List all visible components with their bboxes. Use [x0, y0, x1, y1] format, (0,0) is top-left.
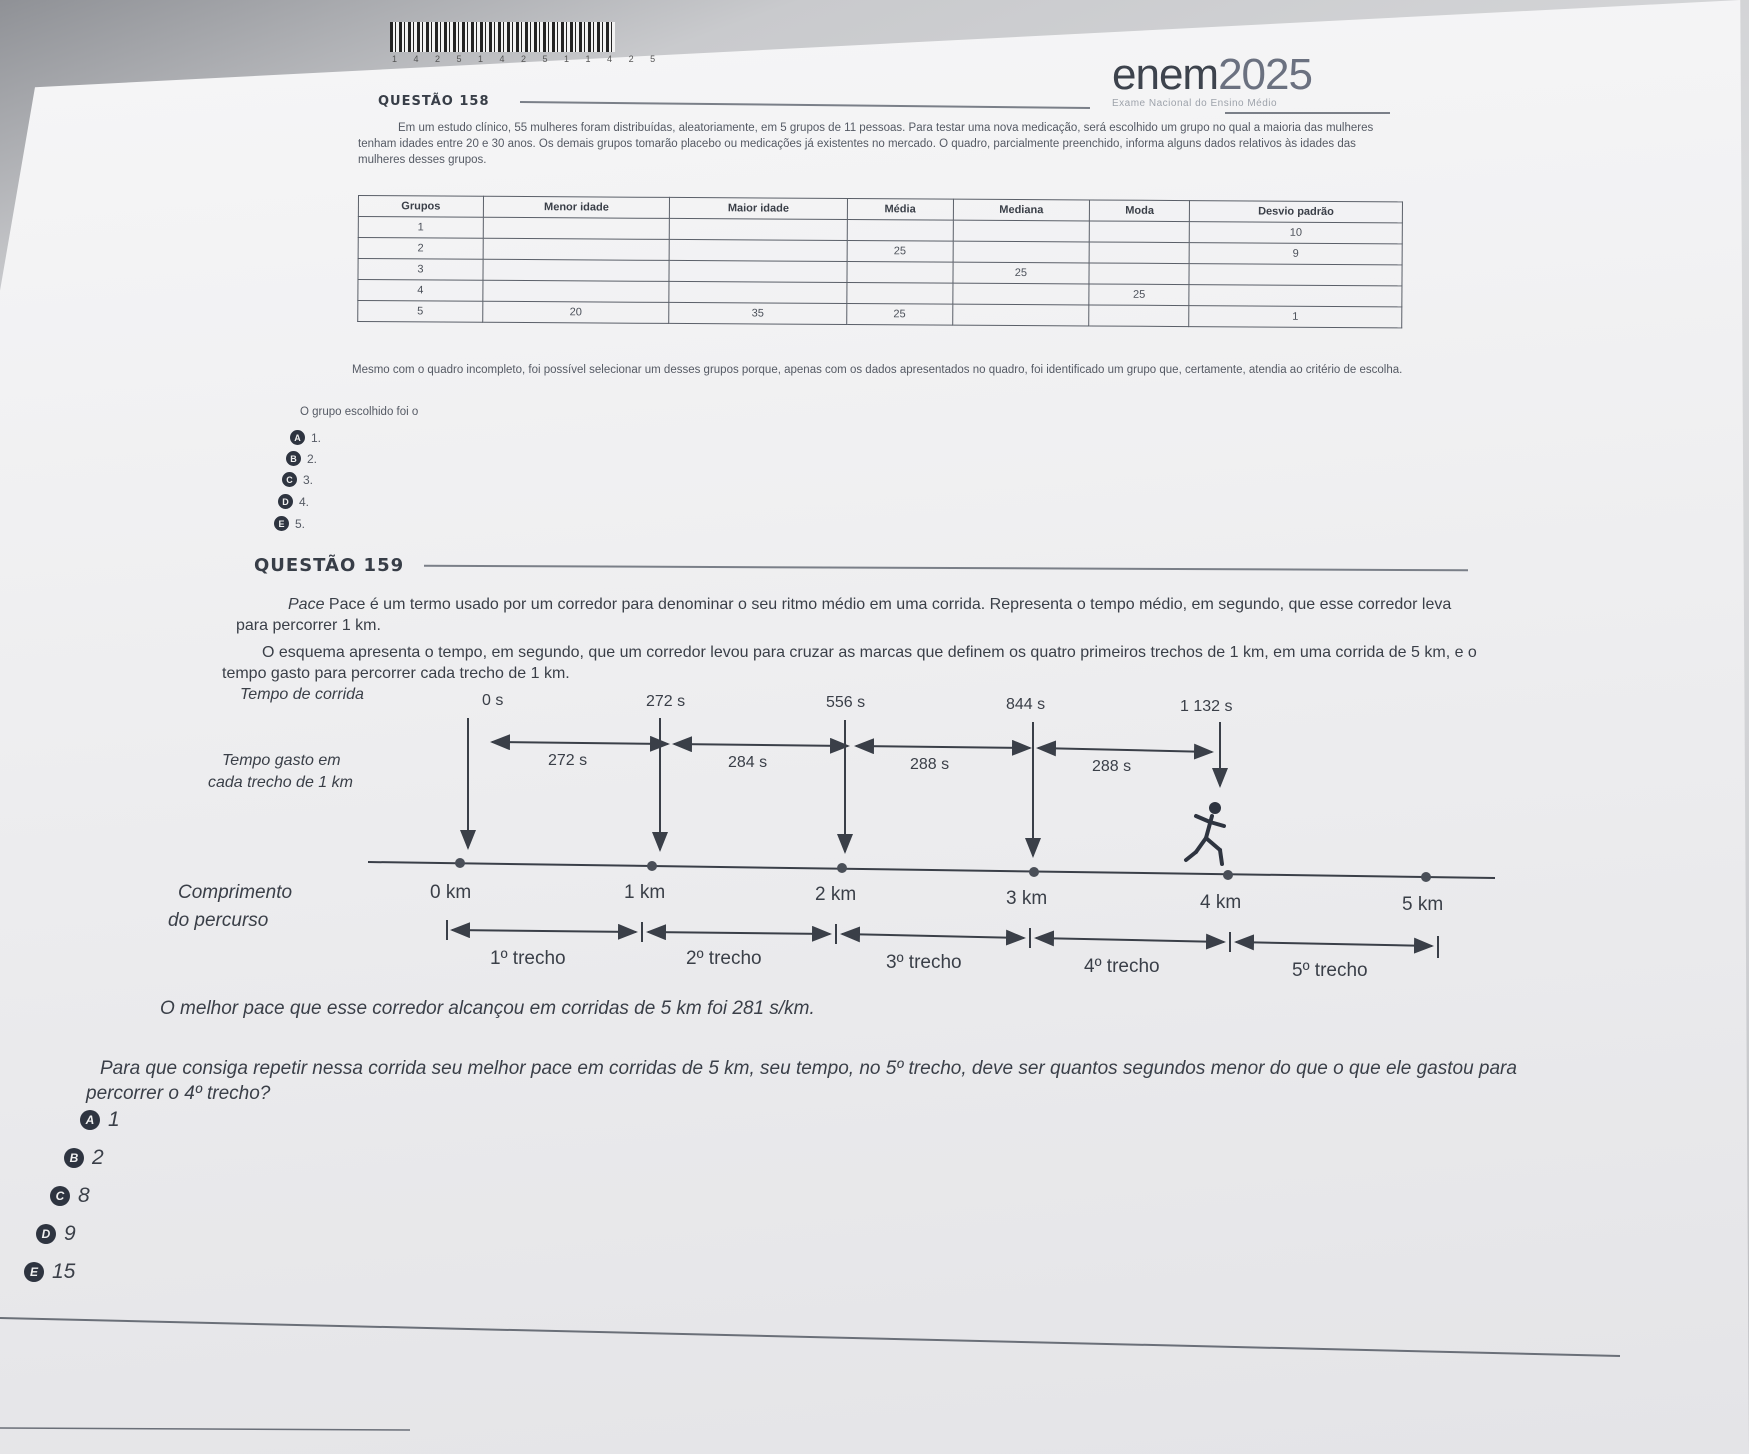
option-text: 1.: [311, 430, 322, 445]
option-c-badge: C: [50, 1186, 70, 1206]
q159-option-d[interactable]: [36, 1222, 76, 1246]
trecho-arrow-2: [648, 932, 830, 934]
footer-rule: [0, 1428, 410, 1430]
race-time-3: 844 s: [1006, 696, 1046, 713]
trecho-3: 3º trecho: [886, 952, 962, 973]
runner-icon: [1186, 802, 1224, 864]
table-header: Média: [847, 198, 953, 220]
q159-statement: O melhor pace que esse corredor alcançou em corridas de 5 km foi 281 s/km.: [160, 998, 815, 1019]
table-cell: 10: [1189, 222, 1402, 244]
option-c-badge: C: [282, 472, 297, 487]
q158-prompt: O grupo escolhido foi o: [300, 406, 419, 418]
option-text: 2.: [307, 451, 318, 466]
logo-year: 2025: [1218, 50, 1312, 99]
race-time-2: 556 s: [826, 694, 866, 711]
trecho-1: 1º trecho: [490, 948, 566, 969]
logo-main: enem: [1112, 50, 1219, 99]
table-cell: 1: [1189, 306, 1402, 328]
bottom-rule: [0, 1318, 1620, 1356]
option-a-badge: A: [80, 1110, 100, 1130]
option-d-badge: D: [36, 1224, 56, 1244]
trecho-4: 4º trecho: [1084, 956, 1160, 977]
option-e-badge: E: [274, 516, 289, 531]
trecho-5: 5º trecho: [1292, 960, 1368, 981]
trecho-2: 2º trecho: [686, 948, 762, 969]
q159-option-e[interactable]: [24, 1260, 75, 1284]
km-mark-0: 0 km: [430, 882, 472, 903]
q159-paragraph-1-text: Pace é um termo usado por um corredor para denominar o seu ritmo médio em uma corrida. Representa o tempo médio, em segundo, que esse corredor leva para percorrer 1 km.: [236, 596, 1452, 634]
race-time-0: 0 s: [482, 692, 504, 709]
label-comprimento-2: do percurso: [168, 910, 269, 931]
q158-paragraph-2: Mesmo com o quadro incompleto, foi possível selecionar um desses grupos porque, apenas com os dados apresentados no quadro, foi identificado um grupo que, certamente, atendia ao critério de escolha.: [352, 364, 1403, 376]
km-mark-3: 3 km: [1006, 888, 1048, 909]
q159-option-c[interactable]: [50, 1184, 90, 1208]
q159-paragraph-2: O esquema apresenta o tempo, em segundo, que um corredor levou para cruzar as marcas que definem os quatro primeiros trechos de 1 km, em uma corrida de 5 km, e o tempo gasto para percorrer cada trecho de 1 km.: [222, 644, 1477, 682]
segment-time-1: 272 s: [548, 752, 588, 769]
table-header: Mediana: [953, 199, 1090, 221]
trecho-arrow-5: [1236, 942, 1432, 946]
km-dot-4: [1223, 870, 1233, 880]
table-cell: 20: [483, 301, 669, 323]
option-text: 2: [92, 1146, 104, 1169]
race-time-4: 1 132 s: [1180, 698, 1233, 715]
segment-arrow-1: [492, 742, 668, 744]
logo-subtitle: Exame Nacional do Ensino Médio: [1112, 98, 1278, 109]
table-cell: 25: [847, 240, 953, 262]
barcode-digits: 1 4 2 5 1 4 2 5 1 1 4 2 5: [392, 54, 663, 64]
trecho-arrow-1: [452, 930, 636, 932]
q159-option-a[interactable]: [80, 1108, 120, 1132]
table-cell: 1: [358, 217, 483, 239]
label-tempo-gasto-2: cada trecho de 1 km: [208, 774, 353, 791]
track-line: [368, 862, 1495, 878]
option-a-badge: A: [290, 430, 305, 445]
option-text: 8: [78, 1184, 90, 1207]
table-cell: 25: [846, 303, 952, 325]
option-b-badge: B: [64, 1148, 84, 1168]
table-cell: 2: [358, 238, 483, 260]
table-cell: 35: [669, 302, 847, 324]
table-cell: 9: [1189, 243, 1402, 265]
option-text: 1: [108, 1108, 120, 1131]
table-header: Desvio padrão: [1190, 201, 1403, 223]
option-text: 4.: [299, 494, 310, 509]
option-text: 15: [52, 1260, 76, 1283]
trecho-arrows: [447, 920, 1438, 958]
table-cell: 4: [358, 280, 483, 302]
race-time-1: 272 s: [646, 693, 686, 710]
segment-time-4: 288 s: [1092, 758, 1132, 775]
trecho-arrow-3: [842, 934, 1024, 938]
trecho-arrow-4: [1036, 938, 1224, 942]
km-mark-2: 2 km: [815, 884, 857, 905]
time-segment-arrows: [492, 742, 1212, 752]
segment-arrow-2: [674, 744, 848, 746]
q159-title: QUESTÃO 159: [254, 555, 405, 576]
vertical-time-arrows: [468, 718, 1220, 856]
km-dot-0: [455, 858, 465, 868]
km-mark-4: 4 km: [1200, 892, 1242, 913]
label-tempo-corrida: Tempo de corrida: [240, 686, 364, 703]
segment-arrow-4: [1038, 748, 1212, 752]
q159-question: Para que consiga repetir nessa corrida seu melhor pace em corridas de 5 km, seu tempo, no 5º trecho, deve ser quantos segundos menor do que o que ele gastou para percorrer o 4º trecho?: [86, 1058, 1517, 1104]
segment-arrow-3: [856, 746, 1030, 748]
km-dot-2: [837, 863, 847, 873]
table-header: Grupos: [358, 196, 483, 218]
q158-paragraph-1: Em um estudo clínico, 55 mulheres foram distribuídas, aleatoriamente, em 5 grupos de 11 pessoas. Para testar uma nova medicação, será escolhido um grupo no qual a maioria das mulheres tenham idades entre 20 e 30 anos. Os demais grupos tomarão placebo ou medicações já existentes no mercado. O quadro, parcialmente preenchido, informa alguns dados relativos às idades das mulheres desses grupos.: [358, 122, 1374, 166]
label-tempo-gasto-1: Tempo gasto em: [222, 752, 341, 769]
q158-title: QUESTÃO 158: [378, 94, 490, 109]
km-mark-5: 5 km: [1402, 894, 1444, 915]
table-cell: 5: [358, 301, 483, 323]
table-header: Moda: [1090, 200, 1190, 222]
table-header: Maior idade: [670, 197, 848, 219]
pace-term: Pace: [288, 596, 325, 613]
q159-option-b[interactable]: [64, 1146, 104, 1170]
km-mark-1: 1 km: [624, 882, 666, 903]
segment-time-2: 284 s: [728, 754, 768, 771]
option-text: 5.: [295, 516, 306, 531]
km-dot-3: [1029, 867, 1039, 877]
option-text: 9: [64, 1222, 76, 1245]
segment-time-3: 288 s: [910, 756, 950, 773]
label-comprimento-1: Comprimento: [178, 882, 293, 903]
table-cell: 3: [358, 259, 483, 281]
option-b-badge: B: [286, 451, 301, 466]
option-d-badge: D: [278, 494, 293, 509]
option-text: 3.: [303, 472, 314, 487]
table-header: Menor idade: [483, 196, 669, 218]
option-e-badge: E: [24, 1262, 44, 1282]
table-cell: 25: [953, 262, 1090, 284]
km-dot-5: [1421, 872, 1431, 882]
km-dot-1: [647, 861, 657, 871]
table-cell: 25: [1089, 284, 1189, 306]
